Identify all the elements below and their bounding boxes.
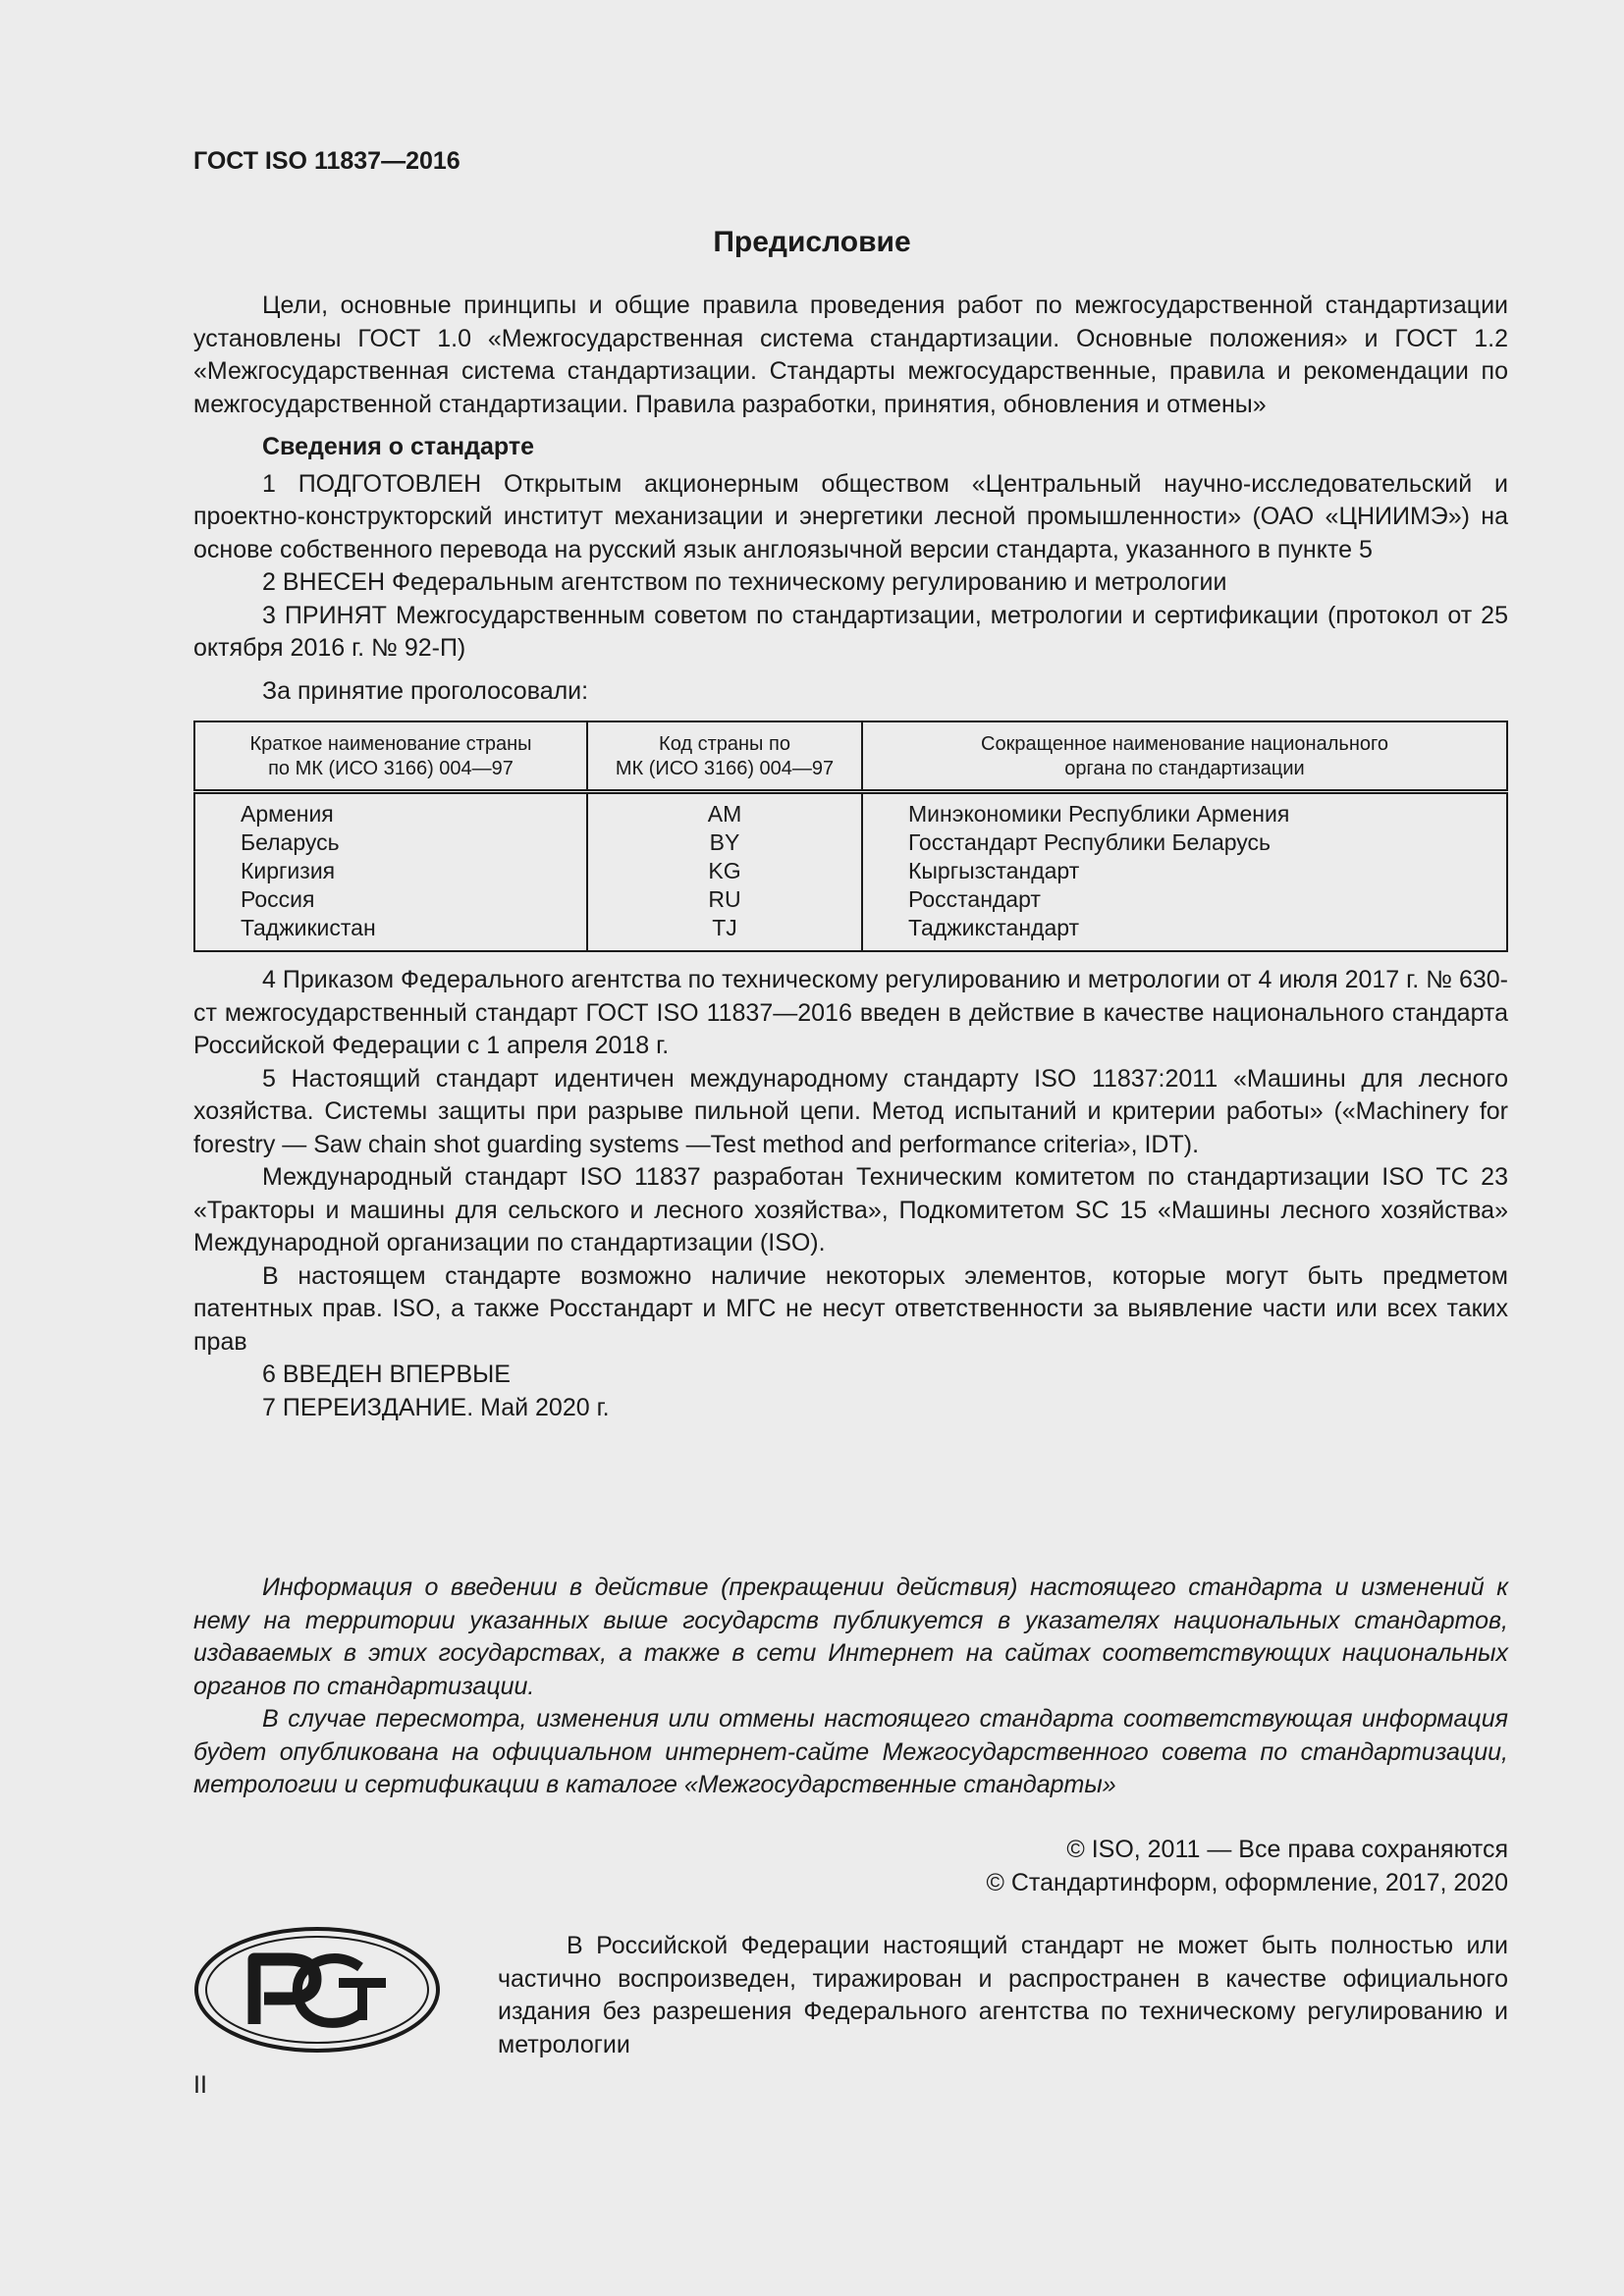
table-cell: Россия xyxy=(241,886,315,912)
table-cell: RU xyxy=(708,886,741,912)
item-5: 5 Настоящий стандарт идентичен международному стандарту ISO 11837:2011 «Машины для лесного хозяйства. Системы защиты при разрыве пильной цепи. Метод испытаний и критерии работы» («Machinery for forestry — Saw chain shot guarding systems —Test method and performance criteria», IDT). xyxy=(193,1064,1508,1158)
table-cell: Таджикстандарт xyxy=(908,915,1080,940)
table-cell: KG xyxy=(708,858,741,883)
country-names-cell xyxy=(194,792,587,952)
national-bodies-cell xyxy=(862,792,1507,952)
table-cell: Госстандарт Республики Беларусь xyxy=(908,829,1272,855)
item-6: 6 ВВЕДЕН ВПЕРВЫЕ xyxy=(262,1361,511,1388)
standard-info-heading: Сведения о стандарте xyxy=(262,433,535,460)
table-cell: Армения xyxy=(241,801,334,827)
table-cell: Кыргызстандарт xyxy=(908,858,1080,883)
foreword-body xyxy=(193,290,1508,1424)
table-header-row xyxy=(194,721,1507,792)
table-cell: BY xyxy=(709,829,740,855)
copyright-line: © Стандартинформ, оформление, 2017, 2020 xyxy=(986,1868,1508,1896)
country-codes-cell xyxy=(587,792,862,952)
item-7: 7 ПЕРЕИЗДАНИЕ. Май 2020 г. xyxy=(262,1393,610,1421)
item-1: 1 ПОДГОТОВЛЕН Открытым акционерным обществом «Центральный научно-исследовательский и проектно-конструкторский институт механизации и энергетики лесной промышленности» (ОАО «ЦНИИМЭ») на основе собственного перевода на русский язык англоязычной версии стандарта, указанного в пункте 5 xyxy=(193,469,1508,563)
item-4: 4 Приказом Федерального агентства по техническому регулированию и метрологии от 4 июля 2017 г. № 630-ст межгосударственный стандарт ГОСТ ISO 11837—2016 введен в действие в качестве национального стандарта Российской Федерации с 1 апреля 2018 г. xyxy=(193,966,1508,1059)
column-header-country: Краткое наименование страны по МК (ИСО 3166) 004—97 xyxy=(194,721,587,792)
table-cell: Минэкономики Республики Армения xyxy=(908,801,1290,827)
column-header-code: Код страны по МК (ИСО 3166) 004—97 xyxy=(587,721,862,792)
table-cell: Росстандарт xyxy=(908,886,1041,912)
table-cell: Таджикистан xyxy=(241,915,376,940)
intro-paragraph: Цели, основные принципы и общие правила проведения работ по межгосударственной стандартизации установлены ГОСТ 1.0 «Межгосударственная система стандартизации. Основные положения» и ГОСТ 1.2 «Межгосударственная система стандартизации. Стандарты межгосударственные, правила и рекомендации по межгосударственной стандартизации. Правила разработки, принятия, обновления и отмены» xyxy=(193,292,1508,418)
item-2: 2 ВНЕСЕН Федеральным агентством по техническому регулированию и метрологии xyxy=(262,568,1227,596)
document-code: ГОСТ ISO 11837—2016 xyxy=(193,147,460,175)
rst-logo xyxy=(193,1926,441,2054)
page-title: Предисловие xyxy=(713,226,911,258)
voted-label: За принятие проголосовали: xyxy=(262,676,589,705)
copyright-block xyxy=(987,1834,1508,1899)
item-3: 3 ПРИНЯТ Межгосударственным советом по стандартизации, метрологии и сертификации (протокол от 25 октября 2016 г. № 92-П) xyxy=(193,601,1508,662)
item-5-paragraph-3: В настоящем стандарте возможно наличие некоторых элементов, которые могут быть предметом патентных прав. ISO, а также Росстандарт и МГС не несут ответственности за выявление части или всех таких прав xyxy=(193,1261,1508,1356)
table-cell: Киргизия xyxy=(241,858,336,883)
copyright-line: © ISO, 2011 — Все права сохраняются xyxy=(1066,1836,1508,1863)
column-header-body: Сокращенное наименование национального органа по стандартизации xyxy=(862,721,1507,792)
note-paragraph-1: Информация о введении в действие (прекращении действия) настоящего стандарта и изменений к нему на территории указанных выше государств публикуется в указателях национальных стандартов, издаваемых в этих государствах, а также в сети Интернет на сайтах соответствующих национальных органов по стандартизации. xyxy=(193,1574,1508,1700)
voting-countries-table xyxy=(193,721,1508,952)
table-cell: TJ xyxy=(712,915,737,940)
information-note xyxy=(193,1572,1508,1802)
table-cell: Беларусь xyxy=(241,829,340,855)
reproduction-notice: В Российской Федерации настоящий стандарт не может быть полностью или частично воспроизведен, тиражирован и распространен в качестве официального издания без разрешения Федерального агентства по техническому регулированию и метрологии xyxy=(498,1932,1508,2058)
item-5-paragraph-2: Международный стандарт ISO 11837 разработан Техническим комитетом по стандартизации ISO TC 23 «Тракторы и машины для сельского и лесного хозяйства», Подкомитетом SC 15 «Машины лесного хозяйства» Международной организации по стандартизации (ISO). xyxy=(193,1163,1508,1256)
table-body-row xyxy=(194,792,1507,952)
page-number: II xyxy=(193,2071,207,2099)
note-paragraph-2: В случае пересмотра, изменения или отмены настоящего стандарта соответствующая информация будет опубликована на официальном интернет-сайте Межгосударственного совета по стандартизации, метрологии и сертификации в каталоге «Межгосударственные стандарты» xyxy=(193,1705,1508,1798)
table-cell: AM xyxy=(707,801,742,827)
